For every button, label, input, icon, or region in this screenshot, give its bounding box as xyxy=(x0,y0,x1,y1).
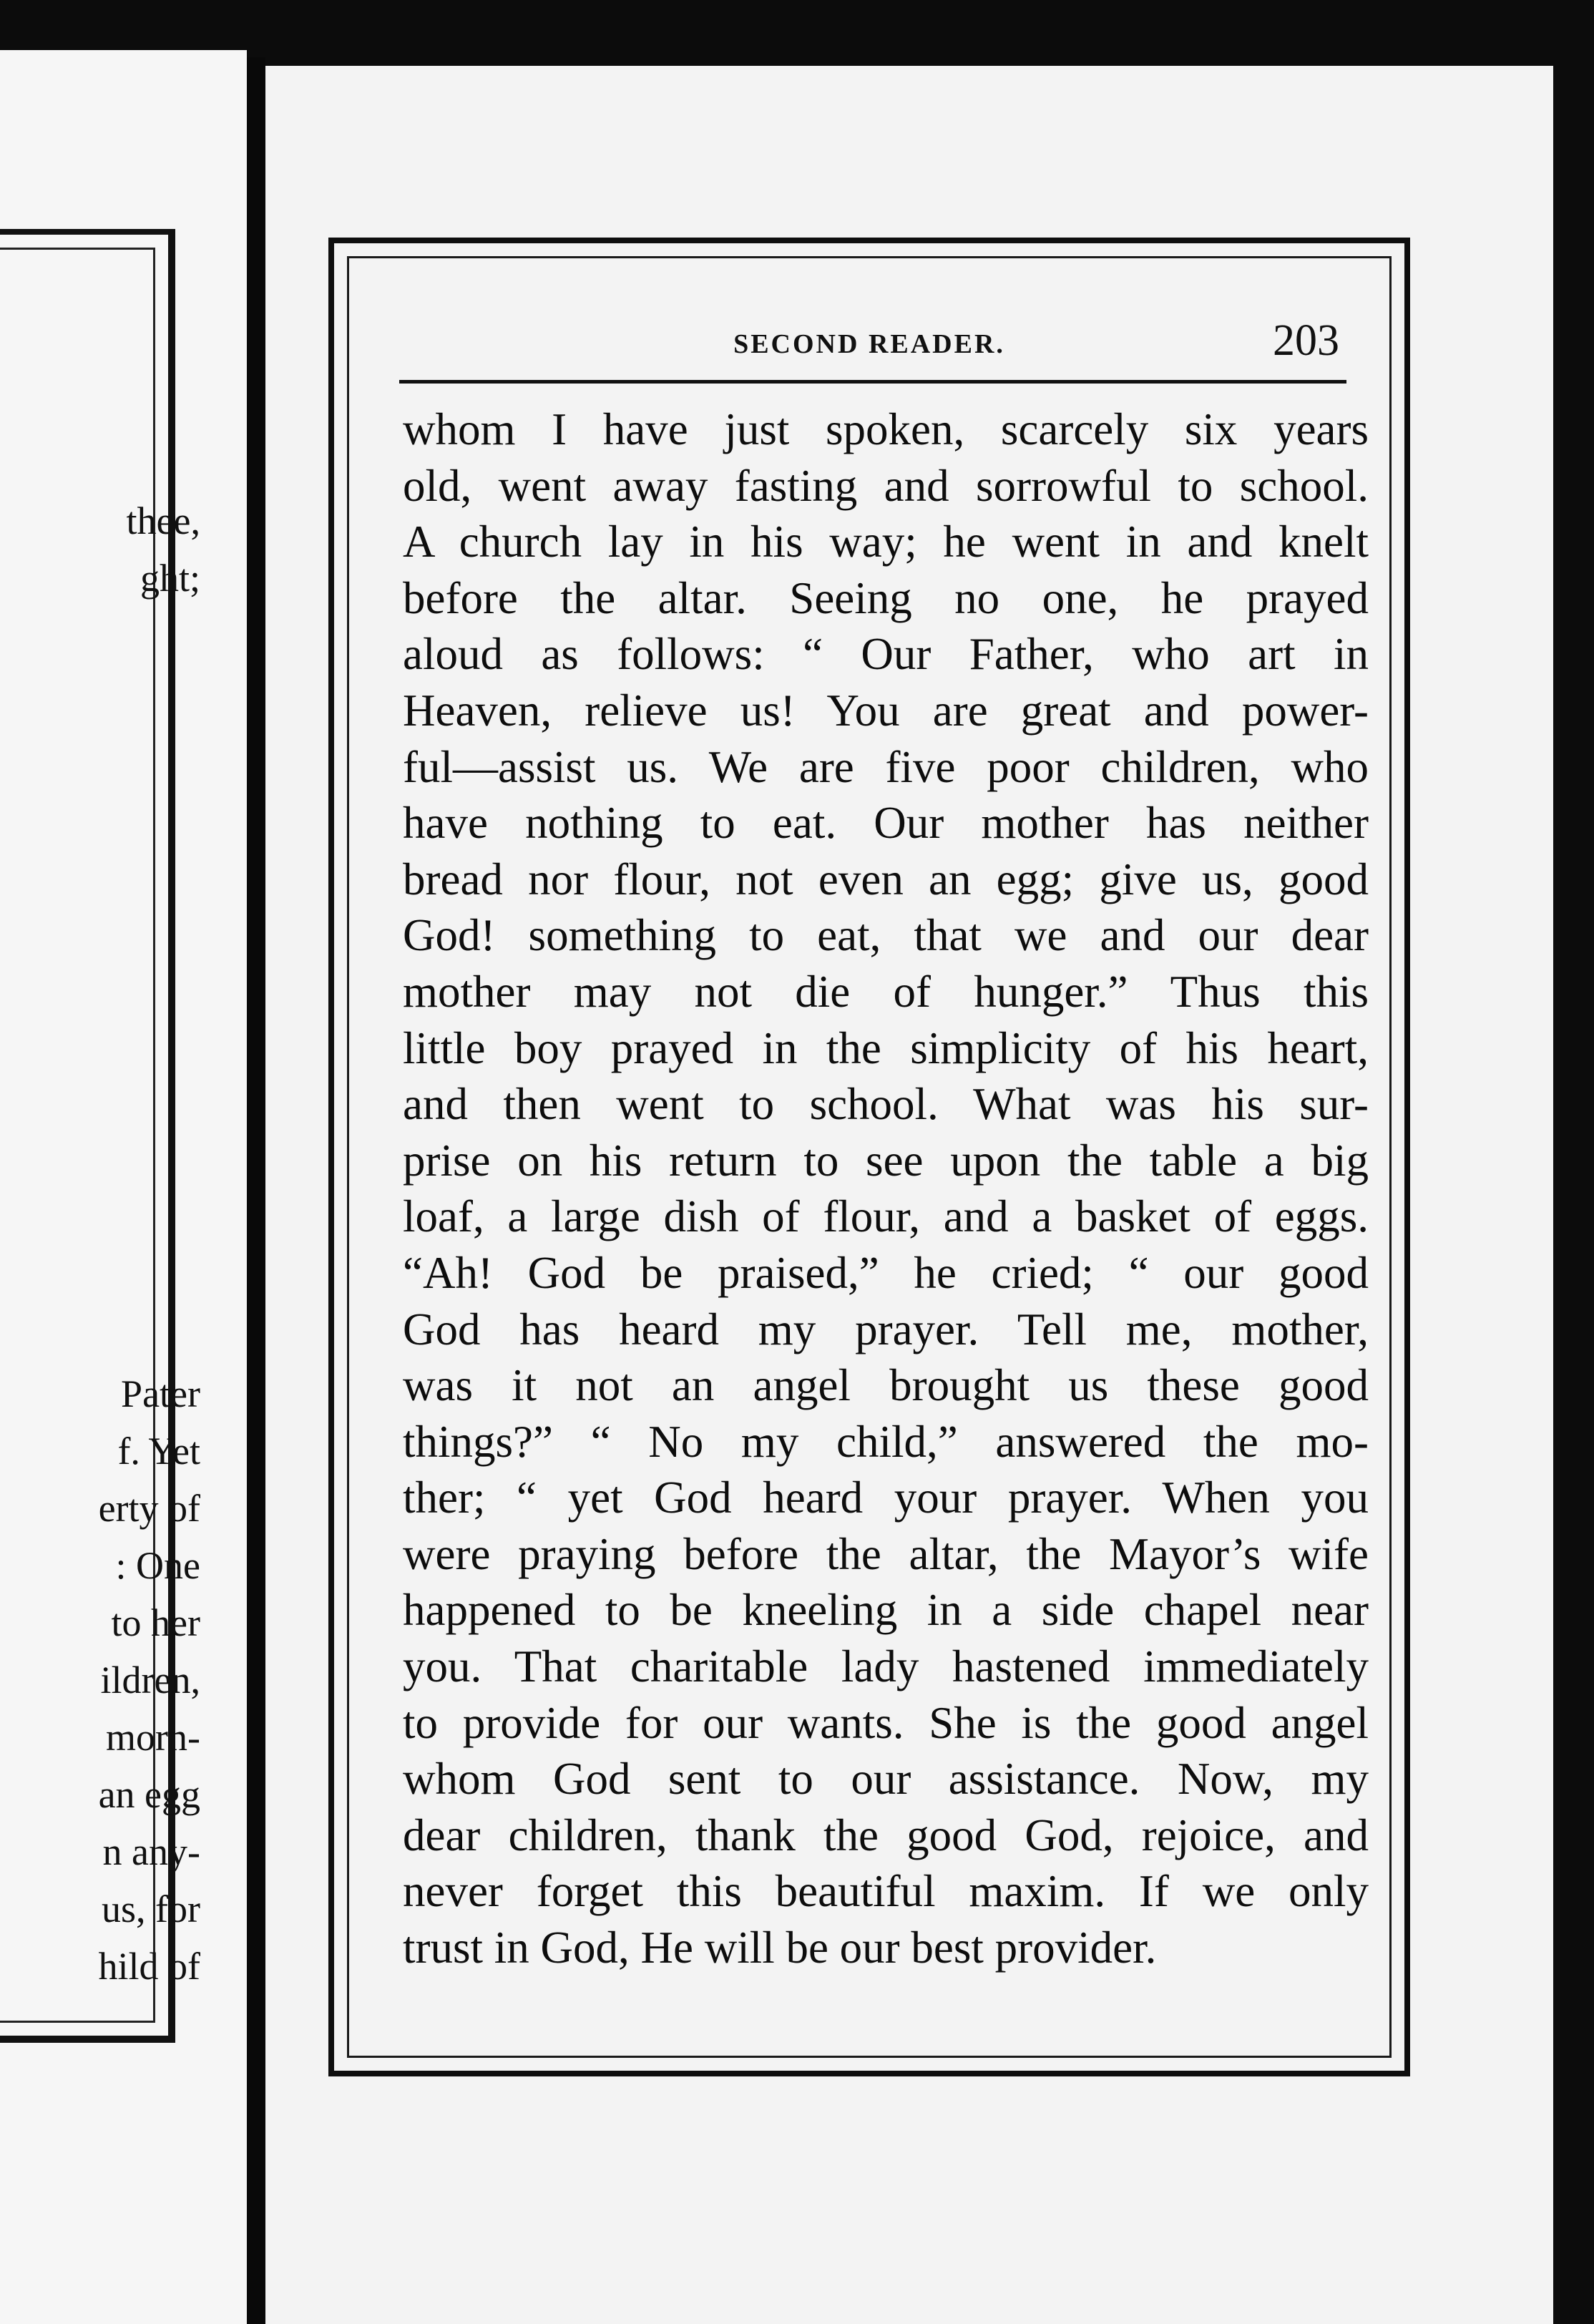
facing-text-line: ght; xyxy=(140,557,200,600)
facing-text-line: hild of xyxy=(98,1945,200,1988)
text-line: whom God sent to our assistance. Now, my xyxy=(403,1754,1369,1805)
text-line: you. That charitable lady hastened immediately xyxy=(403,1641,1369,1692)
facing-text-line: f. Yet xyxy=(117,1430,200,1473)
facing-text-line: : One xyxy=(115,1544,200,1587)
book-gutter xyxy=(247,57,265,2324)
text-line: before the altar. Seeing no one, he prayed xyxy=(403,572,1369,623)
text-line: trust in God, He will be our best provider. xyxy=(403,1923,1157,1973)
text-line: God! something to eat, that we and our dear xyxy=(403,910,1369,961)
facing-text-line: n any- xyxy=(102,1830,200,1873)
text-line: happened to be kneeling in a side chapel near xyxy=(403,1585,1369,1636)
text-line: ther; “ yet God heard your prayer. When you xyxy=(403,1473,1369,1523)
text-line: and then went to school. What was his sur- xyxy=(403,1079,1369,1130)
facing-text-line: to her xyxy=(111,1601,200,1644)
text-line: loaf, a large dish of flour, and a basket of eggs. xyxy=(403,1191,1369,1242)
running-head xyxy=(399,316,1339,373)
book-page xyxy=(265,66,1553,2324)
text-line: God has heard my prayer. Tell me, mother, xyxy=(403,1304,1369,1354)
text-line: Heaven, relieve us! You are great and power- xyxy=(403,685,1369,736)
text-line: things?” “ No my child,” answered the mo- xyxy=(403,1416,1369,1467)
text-line: have nothing to eat. Our mother has neither xyxy=(403,798,1369,849)
text-line: whom I have just spoken, scarcely six years xyxy=(403,404,1369,454)
page-border xyxy=(328,238,1410,2076)
facing-text-line: ildren, xyxy=(100,1659,200,1702)
facing-text-line: thee, xyxy=(126,499,200,542)
page-number: 203 xyxy=(1273,316,1339,365)
text-line: were praying before the altar, the Mayor’s wife xyxy=(403,1528,1369,1579)
text-line: ful—assist us. We are five poor children, who xyxy=(403,741,1369,792)
facing-text-line: Pater xyxy=(121,1372,200,1415)
text-line: A church lay in his way; he went in and knelt xyxy=(403,517,1369,567)
text-line: old, went away fasting and sorrowful to school. xyxy=(403,460,1369,511)
facing-text-line: an egg xyxy=(98,1773,200,1816)
facing-text-line: erty of xyxy=(98,1487,200,1530)
text-line: aloud as follows: “ Our Father, who art in xyxy=(403,629,1369,680)
facing-page xyxy=(0,50,247,2324)
text-line: bread nor flour, not even an egg; give us, good xyxy=(403,854,1369,904)
text-line: prise on his return to see upon the table a big xyxy=(403,1135,1369,1186)
header-rule xyxy=(399,380,1346,384)
text-line: was it not an angel brought us these good xyxy=(403,1360,1369,1411)
facing-page-header-rule xyxy=(0,229,140,233)
text-line: to provide for our wants. She is the good angel xyxy=(403,1697,1369,1748)
running-head-title: SECOND READER. xyxy=(733,329,1005,359)
facing-text-line: morn- xyxy=(106,1716,200,1759)
text-line: dear children, thank the good God, rejoice, and xyxy=(403,1810,1369,1860)
text-line: little boy prayed in the simplicity of his heart, xyxy=(403,1022,1369,1073)
body-text xyxy=(403,401,1369,1976)
page-inner-border xyxy=(347,256,1392,2058)
facing-text-line: us, for xyxy=(102,1888,200,1930)
text-line: mother may not die of hunger.” Thus this xyxy=(403,966,1369,1017)
text-line: “Ah! God be praised,” he cried; “ our good xyxy=(403,1247,1369,1298)
text-line: never forget this beautiful maxim. If we only xyxy=(403,1866,1369,1917)
